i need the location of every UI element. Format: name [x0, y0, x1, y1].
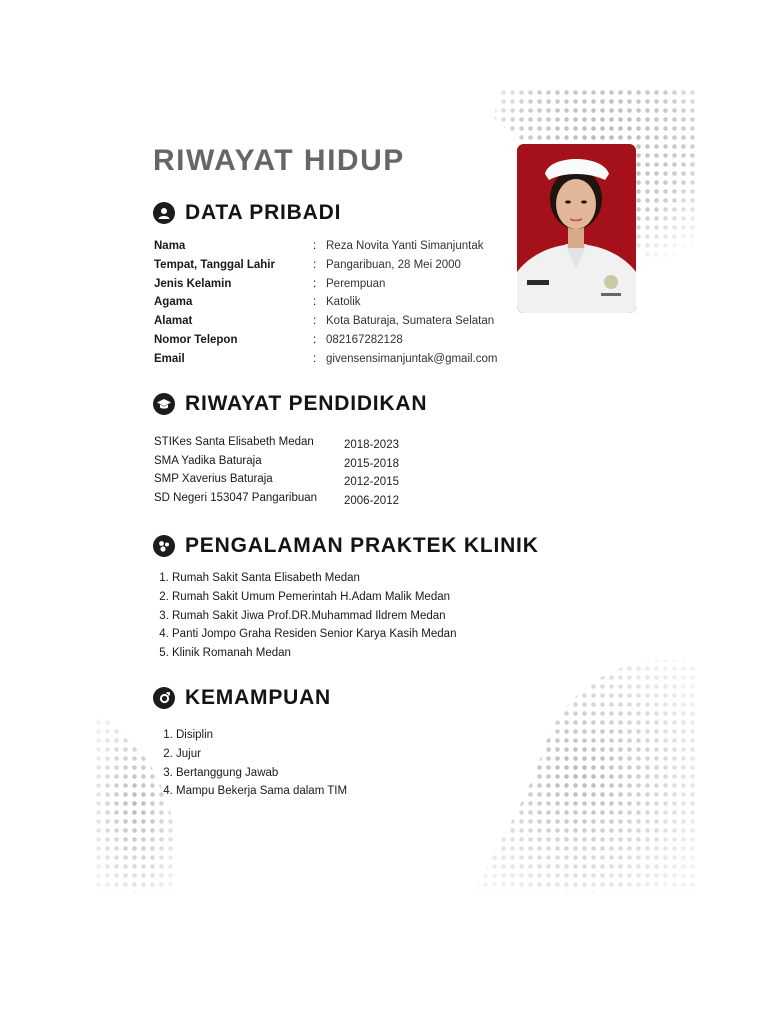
- list-item: 4. Mampu Bekerja Sama dalam TIM: [176, 785, 347, 804]
- skill-icon: [153, 687, 175, 709]
- list-item: 1. Rumah Sakit Santa Elisabeth Medan: [172, 572, 456, 591]
- section-kemampuan: [153, 686, 331, 710]
- colon: :: [313, 333, 317, 346]
- info-label: Email: [154, 352, 185, 365]
- info-label: Tempat, Tanggal Lahir: [154, 258, 275, 271]
- list-item: 4. Panti Jompo Graha Residen Senior Karya Kasih Medan: [172, 628, 456, 647]
- info-value: Perempuan: [326, 277, 386, 290]
- list-item: 3. Rumah Sakit Jiwa Prof.DR.Muhammad Ildrem Medan: [172, 610, 456, 629]
- colon: :: [313, 277, 317, 290]
- list-item: 3. Bertanggung Jawab: [176, 767, 347, 786]
- list-item: 2. Jujur: [176, 748, 347, 767]
- cv-page: [94, 88, 696, 892]
- info-label: Jenis Kelamin: [154, 277, 232, 290]
- list-item: 5. Klinik Romanah Medan: [172, 647, 456, 666]
- profile-photo: [517, 144, 636, 313]
- info-label: Alamat: [154, 315, 193, 328]
- skills-list: [156, 729, 347, 804]
- school-years: 2018-2023: [344, 439, 399, 451]
- school-years: 2006-2012: [344, 494, 399, 507]
- school-name: SMA Yadika Baturaja: [154, 454, 262, 467]
- page-title: RIWAYAT HIDUP: [153, 144, 405, 177]
- section-heading: KEMAMPUAN: [185, 686, 332, 709]
- list-item: 2. Rumah Sakit Umum Pemerintah H.Adam Malik Medan: [172, 591, 456, 610]
- care-icon: [153, 535, 175, 557]
- info-value: Kota Baturaja, Sumatera Selatan: [326, 315, 495, 328]
- section-praktek-klinik: [153, 534, 539, 558]
- colon: :: [313, 258, 317, 271]
- school-name: SMP Xaverius Baturaja: [154, 473, 273, 485]
- section-data-pribadi: [153, 201, 341, 225]
- section-heading: DATA PRIBADI: [185, 201, 342, 224]
- info-label: Agama: [154, 296, 193, 309]
- school-name: STIKes Santa Elisabeth Medan: [154, 436, 314, 448]
- section-heading: RIWAYAT PENDIDIKAN: [185, 392, 428, 415]
- section-heading: PENGALAMAN PRAKTEK KLINIK: [185, 534, 539, 557]
- info-value: Reza Novita Yanti Simanjuntak: [326, 240, 484, 252]
- info-value: Pangaribuan, 28 Mei 2000: [326, 258, 461, 271]
- info-value: 082167282128: [326, 333, 403, 346]
- colon: :: [313, 296, 317, 309]
- colon: :: [313, 352, 317, 365]
- list-item: 1. Disiplin: [176, 729, 347, 748]
- email-value: givensensimanjuntak@gmail.com: [326, 352, 498, 365]
- school-years: 2012-2015: [344, 476, 399, 488]
- info-label: Nomor Telepon: [154, 333, 238, 346]
- colon: :: [313, 240, 317, 252]
- graduation-cap-icon: [153, 393, 175, 415]
- info-label: Nama: [154, 240, 186, 252]
- section-riwayat-pendidikan: [153, 392, 427, 416]
- colon: :: [313, 315, 317, 328]
- clinical-list: [152, 572, 456, 666]
- user-icon: [153, 202, 175, 224]
- school-name: SD Negeri 153047 Pangaribuan: [154, 491, 318, 504]
- info-value: Katolik: [326, 296, 361, 309]
- school-years: 2015-2018: [344, 457, 399, 470]
